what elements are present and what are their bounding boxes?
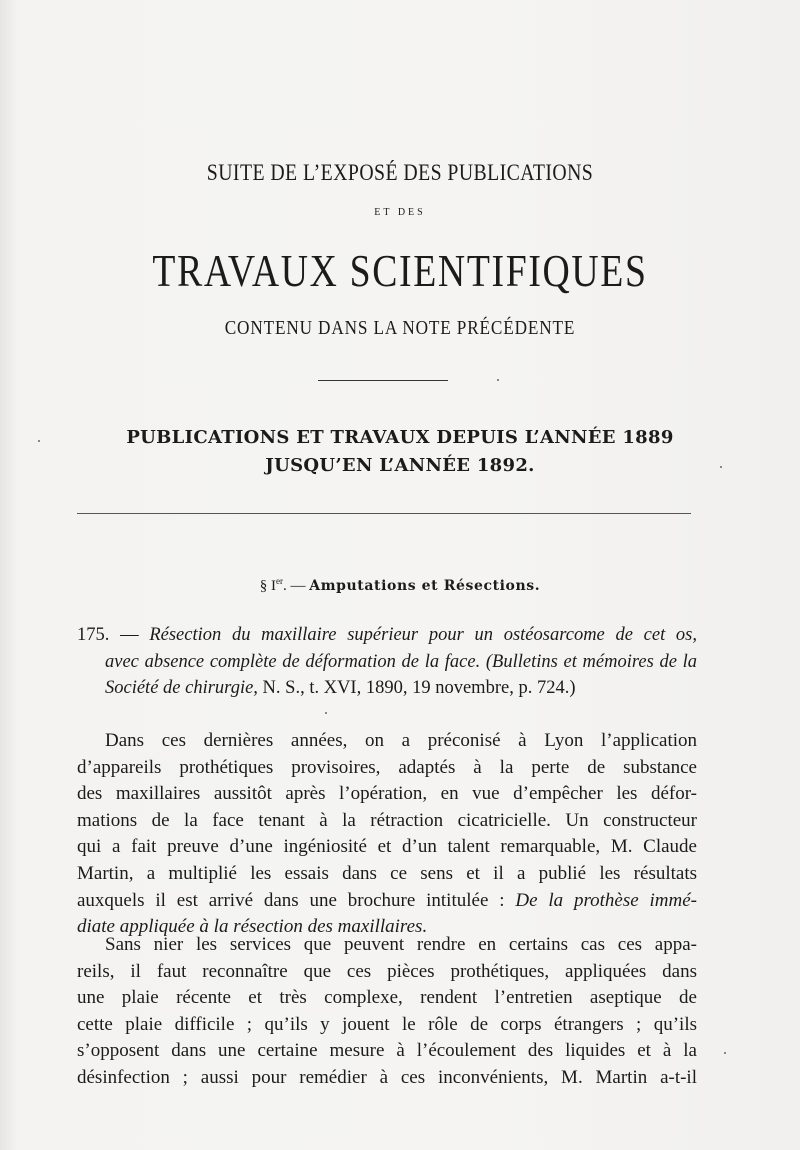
paragraph-2-line: s’opposent dans une certaine mesure à l’écoulement des liquides et à la	[77, 1040, 697, 1062]
paper-speck	[497, 379, 499, 381]
paragraph-1-line: qui a fait preuve d’une ingéniosité et d’un talent remarquable, M. Claude	[77, 836, 697, 858]
paragraph-1-line: Dans ces dernières années, on a préconisé à Lyon l’application	[105, 730, 697, 751]
entry-title-part-1: Résection du maxillaire supérieur pour un ostéosarcome de cet os,	[149, 625, 698, 645]
entry-line-2	[77, 649, 697, 676]
paper-speck	[325, 712, 327, 714]
long-divider	[77, 513, 691, 514]
section-heading	[0, 576, 800, 595]
paper-speck	[38, 440, 40, 442]
paper-speck	[724, 1052, 726, 1054]
paragraph-2	[77, 932, 697, 1092]
paragraph-1-line: mations de la face tenant à la rétraction cicatricielle. Un constructeur	[77, 809, 697, 831]
paragraph-1-line: des maxillaires aussitôt après l’opération, en vue d’empêcher les défor-	[77, 783, 697, 805]
entry-reference-rest: N. S., t. XVI, 1890, 19 novembre, p. 724.)	[262, 678, 576, 698]
entry-reference-part-1: (Bulletins et mémoires de la	[485, 651, 697, 672]
bibliography-entry	[77, 622, 697, 702]
header-line-2: ET DES	[374, 207, 426, 218]
entry-line-1	[77, 622, 697, 649]
subheading-line-1: PUBLICATIONS ET TRAVAUX DEPUIS L’ANNÉE 1889	[126, 427, 674, 448]
entry-reference-italic: Société de chirurgie,	[105, 678, 258, 698]
paragraph-1-line: Martin, a multiplié les essais dans ce sens et il a publié les résultats	[77, 862, 697, 884]
paragraph-2-line: une plaie récente et très complexe, rendent l’entretien aseptique de	[77, 987, 697, 1009]
paragraph-1-line: d’appareils prothétiques provisoires, adaptés à la perte de substance	[77, 756, 697, 778]
paragraph-1	[77, 728, 697, 941]
header-line-1: SUITE DE L’EXPOSÉ DES PUBLICATIONS	[206, 160, 594, 185]
entry-number: 175.	[77, 625, 110, 645]
brochure-title-part-2: diate appliquée à la résection des maxillaires.	[77, 916, 428, 938]
header-line-4: CONTENU DANS LA NOTE PRÉCÉDENTE	[224, 317, 576, 339]
paper-speck	[720, 466, 722, 468]
paragraph-2-line: Sans nier les services que peuvent rendre en certains cas ces appa-	[105, 934, 697, 955]
short-divider	[318, 380, 448, 381]
paragraph-2-line: désinfection ; aussi pour remédier à ces inconvénients, M. Martin a-t-il	[77, 1066, 697, 1088]
section-title: Amputations et Résections.	[309, 578, 541, 594]
section-separator: . —	[282, 578, 306, 594]
paragraph-1-line-7	[77, 888, 697, 915]
paragraph-2-line: reils, il faut reconnaître que ces pièces prothétiques, appliquées dans	[77, 960, 697, 982]
section-mark-sup: er	[275, 576, 283, 586]
entry-dash: —	[120, 625, 139, 645]
entry-title-part-2: avec absence complète de déformation de la face.	[105, 651, 481, 672]
entry-line-3	[77, 675, 697, 702]
header-title: TRAVAUX SCIENTIFIQUES	[152, 245, 648, 296]
paragraph-1-line-7-text: auxquels il est arrivé dans une brochure intitulée :	[77, 889, 505, 911]
brochure-title-part-1: De la prothèse immé-	[515, 889, 697, 911]
paragraph-2-line: cette plaie difficile ; qu’ils y jouent le rôle de corps étrangers ; qu’ils	[77, 1013, 697, 1035]
subheading-line-2: JUSQU’EN L’ANNÉE 1892.	[265, 455, 535, 476]
section-mark: § I	[259, 578, 276, 594]
